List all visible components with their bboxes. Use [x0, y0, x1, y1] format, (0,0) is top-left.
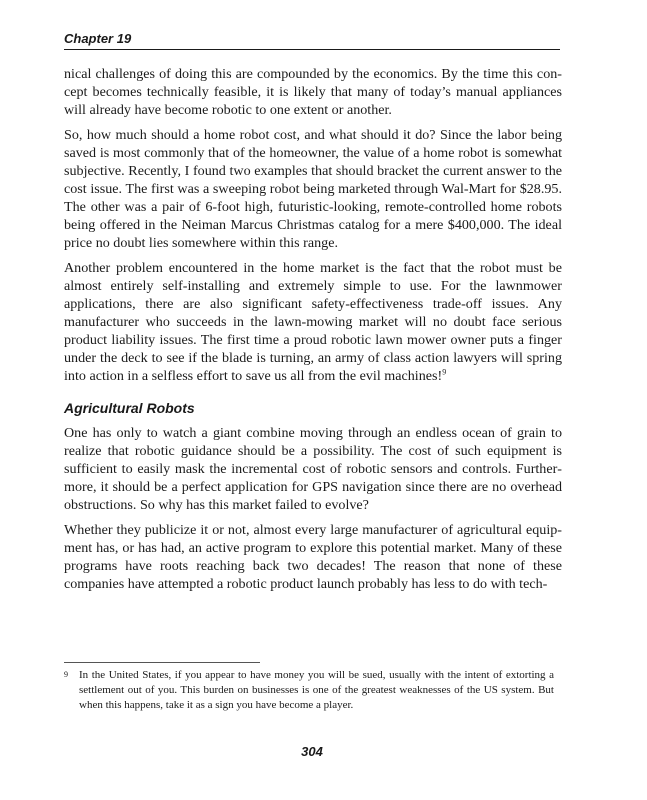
header-rule: [64, 49, 560, 50]
body-text: [64, 65, 562, 600]
section-heading: Agricultural Robots: [64, 400, 195, 416]
running-head: Chapter 19: [64, 31, 132, 46]
footnote-text: In the United States, if you appear to have money you will be sued, usually with the intent of extorting a settlement out of you. This burden on businesses is one of the greatest weaknesses of the US system. But when this happens, take it as a sign you have become a player.: [79, 669, 554, 711]
paragraph: nical challenges of doing this are compounded by the economics. By the time this concept becomes technically feasible, it is likely that many of today’s manual appliances will already have become robotic to one extent or another.: [64, 66, 562, 118]
paragraph: Whether they publicize it or not, almost every large manufacturer of agricultural equipment has, or has had, an active program to explore this potential market. Many of these programs have roots reaching back two decades! The reason that none of these companies have attempted a robotic product launch probably has less to do with tech-: [64, 522, 562, 592]
footnote: [64, 668, 554, 713]
paragraph-text: Another problem encountered in the home market is the fact that the robot must be almost entirely self-installing and extremely simple to use. For the lawnmower applications, there are also significant safety-effectiveness trade-off issues. Any manufacturer who succeeds in the lawn-mowing market will no doubt face serious product liability issues. The first time a proud robotic lawn mower owner puts a finger under the deck to see if the blade is turning, an army of class action lawyers will spring into action in a selfless effort to save us all from the evil machines!: [64, 260, 562, 384]
footnote-number: 9: [64, 670, 68, 679]
paragraph: One has only to watch a giant combine moving through an endless ocean of grain to realize that robotic guidance should be a possibility. The cost of such equipment is sufficient to easily mask the incremental cost of robotic sensors and controls. Furthermore, it should be a perfect application for GPS navigation since there are no overhead obstructions. So why has this market failed to evolve?: [64, 425, 562, 513]
paragraph: So, how much should a home robot cost, and what should it do? Since the labor being saved is most commonly that of the homeowner, the value of a home robot is somewhat subjective. Recently, I found two examples that should bracket the current answer to the cost issue. The first was a sweeping robot being marketed through Wal-Mart for $28.95. The other was a pair of 6-foot high, futuristic-looking, remote-controlled home robots being offered in the Neiman Marcus Christmas catalog for a mere $400,000. The ideal price no doubt lies somewhere within this range.: [64, 127, 562, 251]
paragraph: [64, 259, 562, 385]
footnote-reference: 9: [442, 367, 447, 377]
footnote-rule: [64, 662, 260, 663]
page-number: 304: [301, 744, 323, 759]
